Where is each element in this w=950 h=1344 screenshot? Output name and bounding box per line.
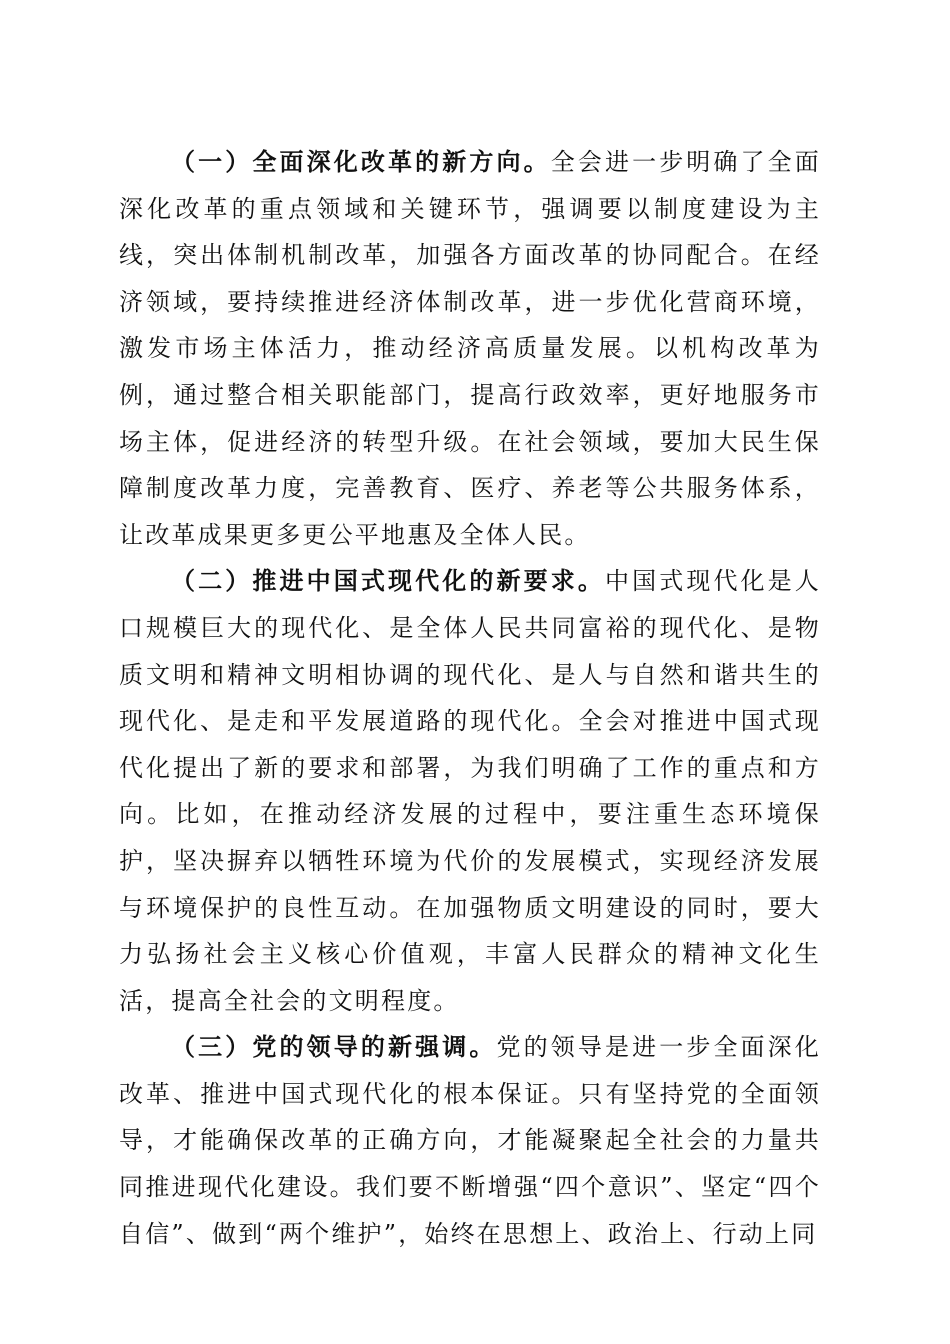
section-body-3: 党的领导是进一步全面深化改革、推进中国式现代化的根本保证。只有坚持党的全面领导，才能确保改革的正确方向，才能凝聚起全社会的力量共同推进现代化建设。我们要不断增强“四个意识”、坚定“四个自信”、做到“两个维护”，始终在思想上、政治上、行动上同 (119, 1033, 822, 1248)
section-body-1: 全会进一步明确了全面深化改革的重点领域和关键环节，强调要以制度建设为主线，突出体制机制改革，加强各方面改革的协同配合。在经济领域，要持续推进经济体制改革，进一步优化营商环境，激发市场主体活力，推动经济高质量发展。以机构改革为例，通过整合相关职能部门，提高行政效率，更好地服务市场主体，促进经济的转型升级。在社会领域，要加大民生保障制度改革力度，完善教育、医疗、养老等公共服务体系，让改革成果更多更公平地惠及全体人民。 (119, 148, 821, 549)
section-heading-1: （一）全面深化改革的新方向。 (171, 147, 551, 176)
document-page (119, 139, 821, 1257)
paragraph-leadership (119, 1024, 821, 1257)
section-heading-2: （二）推进中国式现代化的新要求。 (171, 566, 605, 596)
paragraph-modernization (119, 558, 821, 1024)
section-heading-3: （三）党的领导的新强调。 (171, 1032, 497, 1062)
paragraph-direction (119, 139, 821, 558)
section-body-2: 中国式现代化是人口规模巨大的现代化、是全体人民共同富裕的现代化、是物质文明和精神文明相协调的现代化、是人与自然和谐共生的现代化、是走和平发展道路的现代化。全会对推进中国式现代化提出了新的要求和部署，为我们明确了工作的重点和方向。比如，在推动经济发展的过程中，要注重生态环境保护，坚决摒弃以牺牲环境为代价的发展模式，实现经济发展与环境保护的良性互动。在加强物质文明建设的同时，要大力弘扬社会主义核心价值观，丰富人民群众的精神文化生活，提高全社会的文明程度。 (119, 567, 822, 1015)
